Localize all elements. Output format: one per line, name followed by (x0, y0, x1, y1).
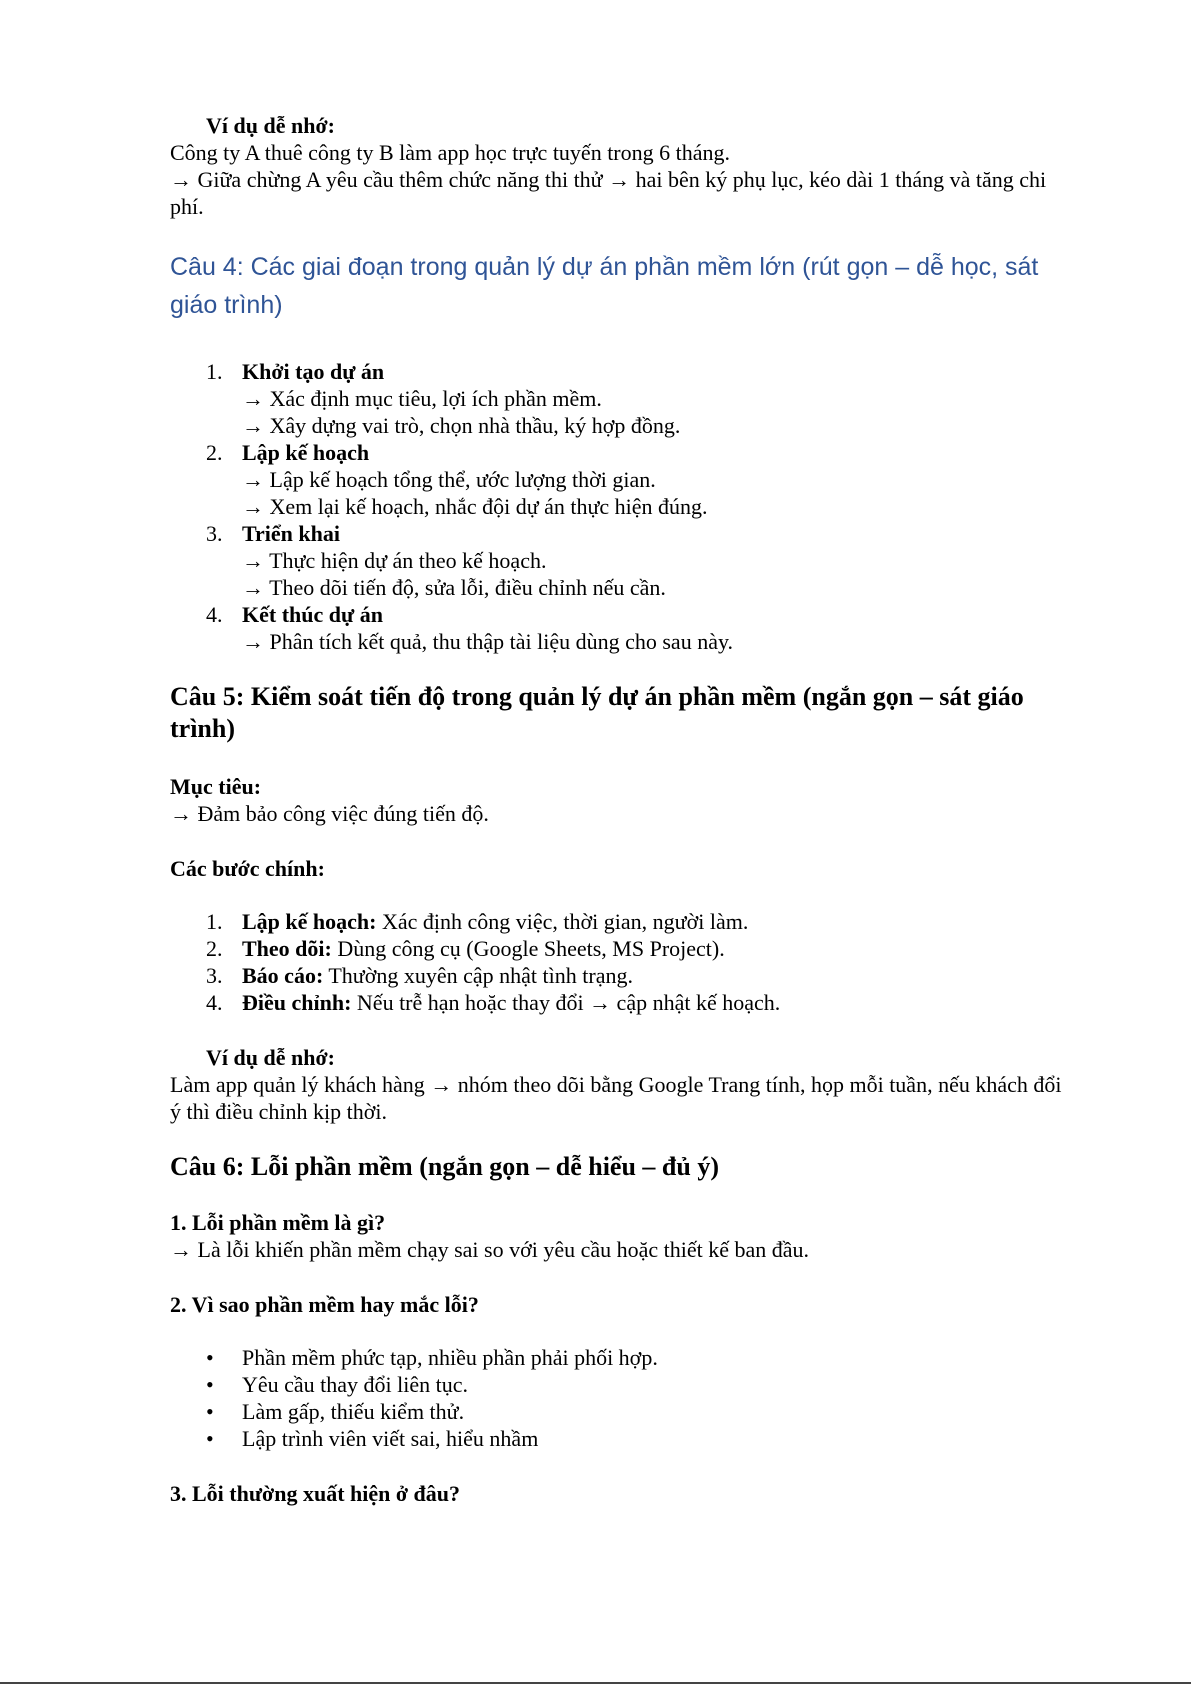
step-term: Điều chỉnh: (242, 990, 352, 1015)
phase-title: Triển khai (242, 521, 341, 546)
subanswer-1: → Là lỗi khiến phần mềm chạy sai so với yêu cầu hoặc thiết kế ban đầu. (170, 1237, 810, 1262)
question-4-heading: Câu 4: Các giai đoạn trong quản lý dự án phần mềm lớn (rút gọn – dễ học, sát giáo trình) (170, 253, 1039, 319)
phase-line: → Xây dựng vai trò, chọn nhà thầu, ký hợp đồng. (242, 413, 681, 438)
phase-line: → Phân tích kết quả, thu thập tài liệu dùng cho sau này. (242, 629, 734, 654)
bullet-icon: • (206, 1426, 214, 1451)
goal-text: → Đảm bảo công việc đúng tiến độ. (170, 801, 489, 826)
list-item (170, 1344, 1070, 1371)
example-label: Ví dụ dễ nhớ: (206, 113, 335, 138)
step-term: Theo dõi: (242, 936, 332, 961)
list-number: 3. (206, 521, 223, 546)
list-item (170, 1398, 1070, 1425)
list-item (170, 1371, 1070, 1398)
step-desc: Dùng công cụ (Google Sheets, MS Project). (331, 936, 725, 961)
phase-title: Lập kế hoạch (242, 440, 370, 465)
steps-label: Các bước chính: (170, 856, 325, 881)
list-number: 2. (206, 440, 223, 465)
reason-text: Yêu cầu thay đổi liên tục. (242, 1372, 469, 1397)
error-reasons-list (170, 1344, 1070, 1452)
step-desc: Xác định công việc, thời gian, người làm. (376, 909, 749, 934)
list-number: 1. (206, 359, 223, 384)
goal-label: Mục tiêu: (170, 774, 262, 799)
phase-item (170, 601, 1070, 655)
reason-text: Lập trình viên viết sai, hiểu nhầm (242, 1426, 539, 1451)
step-desc: Nếu trễ hạn hoặc thay đổi → cập nhật kế hoạch. (351, 990, 781, 1015)
list-item (170, 962, 1070, 989)
phase-line: → Xác định mục tiêu, lợi ích phần mềm. (242, 386, 602, 411)
control-steps-list (170, 908, 1070, 1016)
page-bottom-divider (0, 1682, 1191, 1684)
example-text: Làm app quản lý khách hàng → nhóm theo dõi bằng Google Trang tính, họp mỗi tuần, nếu khách đổi ý thì điều chỉnh kịp thời. (170, 1072, 1062, 1124)
question-5-heading: Câu 5: Kiểm soát tiến độ trong quản lý dự án phần mềm (ngắn gọn – sát giáo trình) (170, 682, 1024, 743)
phase-item (170, 439, 1070, 520)
question-6-heading: Câu 6: Lỗi phần mềm (ngắn gọn – dễ hiểu – đủ ý) (170, 1152, 719, 1181)
list-item (170, 989, 1070, 1016)
phase-title: Khởi tạo dự án (242, 359, 385, 384)
step-desc: Thường xuyên cập nhật tình trạng. (323, 963, 633, 988)
phase-title: Kết thúc dự án (242, 602, 383, 627)
list-number: 4. (206, 602, 223, 627)
list-number: 4. (206, 990, 223, 1015)
reason-text: Làm gấp, thiếu kiểm thử. (242, 1399, 465, 1424)
phase-item (170, 520, 1070, 601)
list-item (170, 908, 1070, 935)
phase-item (170, 358, 1070, 439)
bullet-icon: • (206, 1345, 214, 1370)
bullet-icon: • (206, 1399, 214, 1424)
document-page (170, 112, 1070, 1507)
phase-line: → Lập kế hoạch tổng thể, ước lượng thời gian. (242, 467, 656, 492)
list-item (170, 1425, 1070, 1452)
subquestion-2: 2. Vì sao phần mềm hay mắc lỗi? (170, 1292, 479, 1317)
example-text-line: Công ty A thuê công ty B làm app học trực tuyến trong 6 tháng. (170, 140, 731, 165)
subquestion-1: 1. Lỗi phần mềm là gì? (170, 1210, 386, 1235)
phase-line: → Xem lại kế hoạch, nhắc đội dự án thực hiện đúng. (242, 494, 708, 519)
reason-text: Phần mềm phức tạp, nhiều phần phải phối hợp. (242, 1345, 658, 1370)
step-term: Báo cáo: (242, 963, 324, 988)
list-number: 3. (206, 963, 223, 988)
question-4-steps (170, 358, 1070, 655)
phase-line: → Theo dõi tiến độ, sửa lỗi, điều chỉnh nếu cần. (242, 575, 666, 600)
example-text-line: → Giữa chừng A yêu cầu thêm chức năng thi thử → hai bên ký phụ lục, kéo dài 1 tháng và tăng chi phí. (170, 167, 1047, 219)
list-number: 1. (206, 909, 223, 934)
example-label: Ví dụ dễ nhớ: (206, 1045, 335, 1070)
bullet-icon: • (206, 1372, 214, 1397)
list-number: 2. (206, 936, 223, 961)
step-term: Lập kế hoạch: (242, 909, 377, 934)
subquestion-3: 3. Lỗi thường xuất hiện ở đâu? (170, 1481, 461, 1506)
phase-line: → Thực hiện dự án theo kế hoạch. (242, 548, 547, 573)
list-item (170, 935, 1070, 962)
